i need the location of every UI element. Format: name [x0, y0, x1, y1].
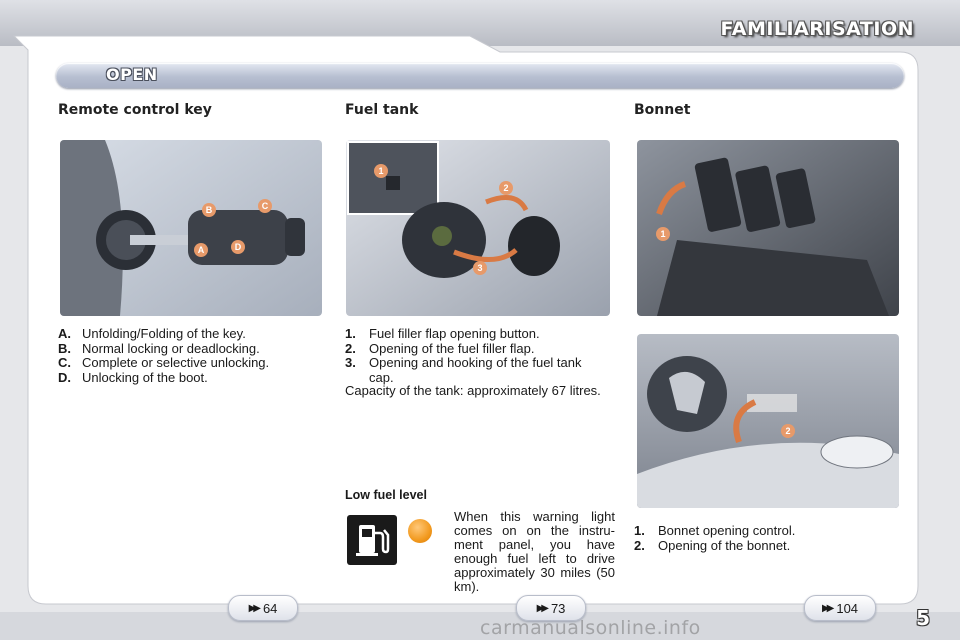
list-item [345, 342, 615, 357]
ref-page-number: 73 [550, 600, 566, 616]
list-item [58, 356, 318, 371]
list-item-text: Opening and hooking of the fuel tank cap. [369, 355, 582, 385]
list-item [58, 327, 318, 342]
remote-callout-c: C [258, 199, 272, 213]
double-arrow-icon: ▶▶ [821, 602, 832, 614]
fuel-callout-2: 2 [499, 181, 513, 195]
fuel-pump-icon [347, 515, 397, 565]
list-item-text: Unlocking of the boot. [82, 369, 208, 385]
list-item-text: Bonnet opening control. [658, 523, 796, 538]
double-arrow-icon: ▶▶ [536, 602, 546, 614]
list-item-key: 2. [345, 340, 356, 356]
remote-key-photo [60, 140, 322, 316]
bonnet-list [634, 524, 894, 553]
list-item-key: 2. [634, 537, 645, 553]
watermark: carmanualsonline.info [480, 617, 701, 639]
bonnet-title: Bonnet [634, 102, 691, 118]
low-fuel-title: Low fuel level [345, 488, 427, 502]
bonnet-callout-2: 2 [781, 424, 795, 438]
warning-light-icon [408, 519, 432, 543]
page-number: 5 [916, 606, 930, 630]
list-item [634, 524, 894, 539]
ref-link-remote[interactable] [228, 595, 298, 621]
fuel-tank-list [345, 327, 615, 385]
list-item [345, 327, 615, 342]
list-item-key: A. [58, 326, 71, 341]
bonnet-open-photo [637, 334, 899, 508]
list-item-key: C. [58, 355, 71, 370]
fuel-callout-3: 3 [473, 261, 487, 275]
list-item [58, 342, 318, 357]
list-item-key: B. [58, 340, 71, 356]
list-item-text: Fuel filler flap opening button. [369, 326, 540, 341]
bonnet-control-photo [637, 140, 899, 316]
list-item [58, 371, 318, 386]
section-bar [56, 63, 904, 88]
ref-page-number: 104 [836, 600, 859, 616]
list-item-text: Opening of the bonnet. [658, 537, 791, 553]
ref-link-bonnet[interactable] [804, 595, 876, 621]
list-item [345, 356, 615, 385]
list-item-text: Unfolding/Folding of the key. [82, 326, 246, 341]
list-item-text: Normal locking or deadlocking. [82, 340, 260, 356]
ref-page-number: 64 [262, 600, 278, 616]
remote-callout-b: B [202, 203, 216, 217]
list-item [634, 539, 894, 554]
list-item-key: 3. [345, 355, 356, 370]
remote-key-title: Remote control key [58, 102, 212, 118]
fuel-capacity-text: Capacity of the tank: approximately 67 litres. [345, 383, 601, 398]
fuel-callout-1: 1 [374, 164, 388, 178]
remote-callout-d: D [231, 240, 245, 254]
remote-callout-a: A [194, 243, 208, 257]
bonnet-callout-1: 1 [656, 227, 670, 241]
double-arrow-icon: ▶▶ [248, 602, 258, 614]
list-item-key: D. [58, 369, 71, 385]
fuel-tank-title: Fuel tank [345, 102, 419, 118]
list-item-key: 1. [345, 326, 356, 341]
low-fuel-text: When this warning light comes on on the instru-ment panel, you have enough fuel left to drive approximately 30 miles (50 km). [454, 509, 615, 594]
list-item-text: Complete or selective unlocking. [82, 355, 270, 370]
list-item-key: 1. [634, 523, 645, 538]
list-item-text: Opening of the fuel filler flap. [369, 340, 535, 356]
section-label: OPEN [106, 65, 158, 84]
page-header-title: FAMILIARISATION [720, 18, 914, 40]
remote-key-list [58, 327, 318, 385]
